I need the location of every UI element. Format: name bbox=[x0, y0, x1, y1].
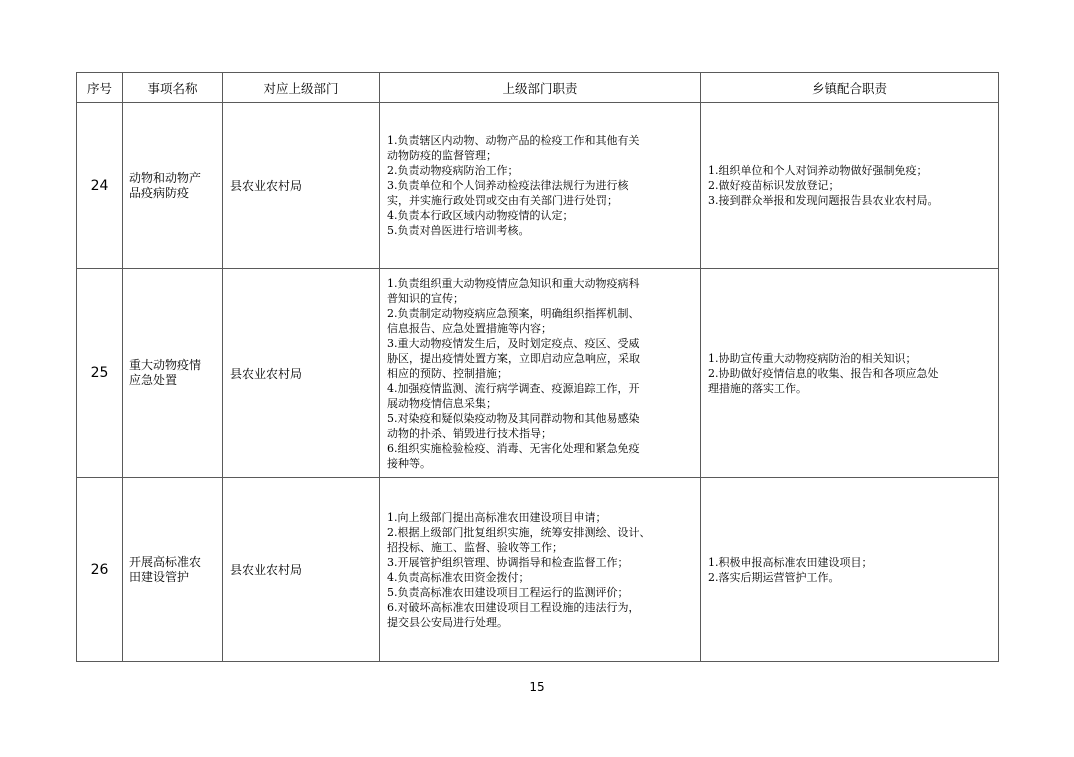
header-item-name: 事项名称 bbox=[123, 73, 223, 103]
row-number: 26 bbox=[77, 478, 123, 662]
duty-line: 1.积极申报高标准农田建设项目； bbox=[708, 555, 873, 569]
item-name bbox=[123, 269, 223, 478]
duty-line: 普知识的宣传； bbox=[387, 291, 464, 305]
superior-dept: 县农业农村局 bbox=[223, 103, 380, 269]
duty-line: 2.负责制定动物疫病应急预案，明确组织指挥机制、 bbox=[387, 306, 640, 320]
item-name-line: 田建设管护 bbox=[129, 569, 190, 584]
header-row bbox=[77, 73, 999, 103]
duty-line: 3.重大动物疫情发生后，及时划定疫点、疫区、受威 bbox=[387, 336, 640, 350]
superior-duties bbox=[380, 478, 701, 662]
header-superior-dept: 对应上级部门 bbox=[223, 73, 380, 103]
duty-line: 5.对染疫和疑似染疫动物及其同群动物和其他易感染 bbox=[387, 411, 640, 425]
header-serial: 序号 bbox=[77, 73, 123, 103]
item-name-line: 应急处置 bbox=[129, 373, 178, 387]
duty-line: 6.组织实施检验检疫、消毒、无害化处理和紧急免疫 bbox=[387, 441, 640, 455]
duty-line: 信息报告、应急处置措施等内容； bbox=[387, 321, 552, 335]
item-name bbox=[123, 478, 223, 662]
duty-line: 展动物疫情信息采集； bbox=[387, 396, 497, 410]
duty-line: 动物的扑杀、销毁进行技术指导； bbox=[387, 426, 552, 440]
item-name-line: 开展高标准农 bbox=[129, 554, 202, 569]
duty-line: 理措施的落实工作。 bbox=[708, 381, 807, 395]
page-number: 15 bbox=[529, 680, 545, 694]
duty-line: 3.开展管护组织管理、协调指导和检查监督工作； bbox=[387, 555, 629, 569]
duty-line: 相应的预防、控制措施； bbox=[387, 366, 508, 380]
duty-table bbox=[76, 72, 999, 662]
duty-line: 1.负责辖区内动物、动物产品的检疫工作和其他有关 bbox=[387, 134, 640, 147]
duty-line: 胁区，提出疫情处置方案，立即启动应急响应，采取 bbox=[387, 351, 640, 365]
table-row bbox=[77, 103, 999, 269]
duty-line: 动物防疫的监督管理； bbox=[387, 149, 497, 162]
duty-line: 3.负责单位和个人饲养动检疫法律法规行为进行核 bbox=[387, 179, 629, 192]
row-number: 25 bbox=[77, 269, 123, 478]
item-name-line: 动物和动物产 bbox=[129, 170, 202, 185]
item-name-line: 重大动物疫情 bbox=[129, 358, 202, 372]
duty-line: 招投标、施工、监督、验收等工作； bbox=[387, 540, 563, 554]
duty-line: 1.协助宣传重大动物疫病防治的相关知识； bbox=[708, 351, 917, 365]
duty-line: 1.组织单位和个人对饲养动物做好强制免疫； bbox=[708, 164, 928, 177]
duty-line: 5.负责高标准农田建设项目工程运行的监测评价； bbox=[387, 585, 629, 599]
duty-line: 2.做好疫苗标识发放登记； bbox=[708, 179, 840, 192]
superior-duties bbox=[380, 269, 701, 478]
duty-line: 5.负责对兽医进行培训考核。 bbox=[387, 224, 530, 237]
table-row bbox=[77, 269, 999, 478]
duty-line: 实，并实施行政处罚或交由有关部门进行处罚； bbox=[387, 194, 618, 207]
duty-line: 1.向上级部门提出高标准农田建设项目申请； bbox=[387, 510, 607, 524]
header-township-duties: 乡镇配合职责 bbox=[701, 73, 999, 103]
duty-line: 接种等。 bbox=[387, 456, 431, 470]
duty-line: 2.负责动物疫病防治工作； bbox=[387, 164, 519, 177]
township-duties bbox=[701, 269, 999, 478]
superior-dept: 县农业农村局 bbox=[223, 269, 380, 478]
duty-line: 2.协助做好疫情信息的收集、报告和各项应急处 bbox=[708, 366, 939, 380]
duty-line: 提交县公安局进行处理。 bbox=[387, 615, 508, 629]
duty-line: 3.接到群众举报和发现问题报告县农业农村局。 bbox=[708, 194, 939, 207]
township-duties bbox=[701, 478, 999, 662]
header-superior-duties: 上级部门职责 bbox=[380, 73, 701, 103]
item-name bbox=[123, 103, 223, 269]
duty-line: 4.负责高标准农田资金拨付； bbox=[387, 570, 530, 584]
township-duties bbox=[701, 103, 999, 269]
superior-dept: 县农业农村局 bbox=[223, 478, 380, 662]
duty-line: 6.对破坏高标准农田建设项目工程设施的违法行为， bbox=[387, 600, 640, 614]
duty-line: 4.负责本行政区域内动物疫情的认定； bbox=[387, 209, 574, 222]
duty-line: 1.负责组织重大动物疫情应急知识和重大动物疫病科 bbox=[387, 276, 640, 290]
item-name-line: 品疫病防疫 bbox=[129, 185, 190, 200]
table-row bbox=[77, 478, 999, 662]
duty-line: 2.根据上级部门批复组织实施，统筹安排测绘、设计、 bbox=[387, 525, 651, 539]
duty-line: 4.加强疫情监测、流行病学调查、疫源追踪工作，开 bbox=[387, 381, 640, 395]
superior-duties bbox=[380, 103, 701, 269]
row-number: 24 bbox=[77, 103, 123, 269]
duty-line: 2.落实后期运营管护工作。 bbox=[708, 570, 840, 584]
